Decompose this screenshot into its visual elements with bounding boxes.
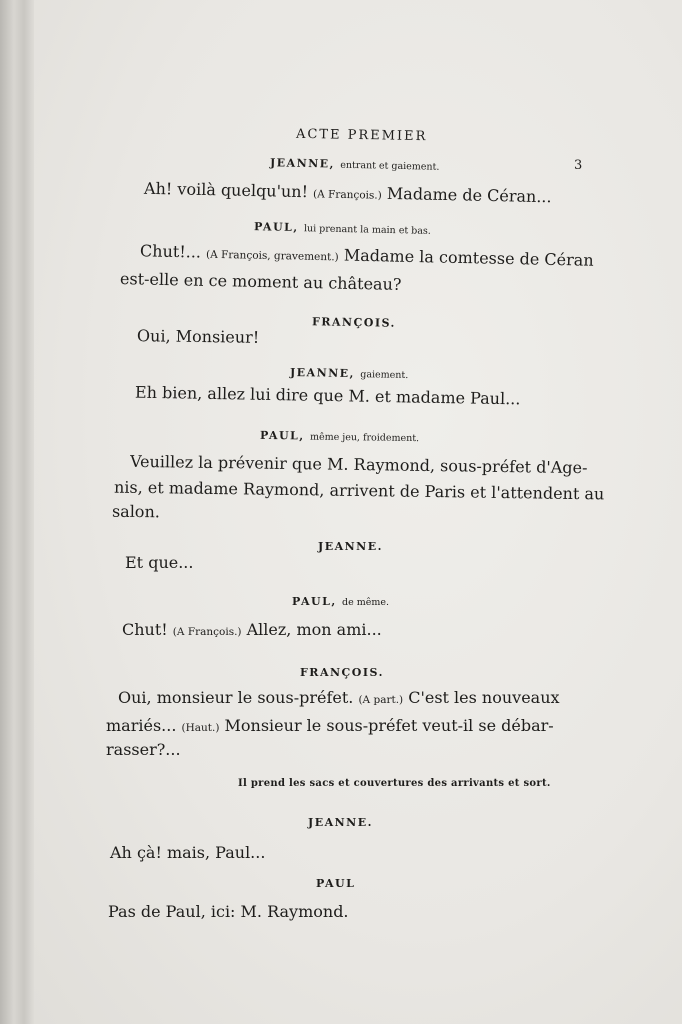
speaker-name: JEANNE, — [269, 156, 336, 171]
speaker-name: PAUL, — [292, 595, 337, 608]
dialogue-line — [110, 843, 265, 862]
line-text: Oui, Monsieur! — [136, 326, 260, 347]
dialogue-line — [108, 902, 349, 921]
speaker-heading — [300, 666, 384, 679]
line-aside: (A François.) — [172, 626, 242, 638]
dialogue-line — [140, 241, 594, 269]
line-text: mariés... — [106, 716, 182, 735]
speaker-heading — [270, 156, 440, 173]
speaker-heading — [316, 877, 355, 890]
line-text: Chut! — [122, 620, 173, 639]
line-text: salon. — [111, 501, 160, 522]
speaker-heading — [308, 816, 373, 829]
line-text: Et que... — [125, 553, 194, 572]
speaker-direction: même jeu, froidement. — [309, 431, 420, 445]
running-head: ACTE PREMIER — [295, 126, 428, 145]
line-text: Monsieur le sous-préfet veut-il se débar- — [219, 716, 554, 735]
line-text: Ah! voilà quelqu'un! — [143, 178, 314, 202]
dialogue-line — [130, 452, 588, 477]
line-text: Oui, monsieur le sous-préfet. — [118, 688, 359, 707]
speaker-direction: lui prenant la main et bas. — [303, 223, 431, 237]
book-page — [34, 0, 682, 1024]
dialogue-line — [120, 269, 402, 294]
speaker-name: PAUL — [316, 877, 356, 890]
dialogue-line — [122, 620, 382, 639]
dialogue-line — [118, 688, 560, 707]
line-text: Ah çà! mais, Paul... — [110, 843, 266, 862]
line-text: nis, et madame Raymond, arrivent de Paris et l'attendent au — [113, 477, 605, 504]
line-text: Chut!... — [139, 241, 207, 262]
dialogue-line — [125, 553, 193, 572]
line-text: Veuillez la prévenir que M. Raymond, sous-préfet d'Age- — [129, 451, 588, 478]
line-text: rasser?... — [106, 740, 181, 759]
page-number: 3 — [574, 158, 583, 173]
speaker-heading — [318, 540, 383, 553]
speaker-heading — [290, 366, 409, 381]
dialogue-line — [114, 478, 605, 504]
speaker-direction: entrant et gaiement. — [340, 159, 440, 173]
speaker-heading — [312, 315, 396, 329]
dialogue-line — [106, 740, 181, 759]
speaker-name: JEANNE. — [318, 540, 383, 553]
line-text: Eh bien, allez lui dire que M. et madame Paul... — [134, 382, 521, 409]
line-aside: (A part.) — [358, 694, 404, 706]
dialogue-line — [144, 179, 552, 207]
speaker-name: JEANNE, — [289, 365, 356, 381]
speaker-heading — [292, 595, 389, 608]
dialogue-line — [137, 326, 259, 347]
line-aside: (A François.) — [312, 188, 382, 202]
line-text: Madame de Céran... — [381, 183, 552, 207]
speaker-name: FRANÇOIS. — [311, 315, 397, 330]
line-text: Allez, mon ami... — [241, 620, 382, 639]
speaker-direction: gaiement. — [360, 369, 409, 382]
speaker-heading — [254, 220, 431, 237]
dialogue-line — [106, 716, 554, 735]
speaker-name: PAUL, — [253, 220, 299, 235]
dialogue-line — [135, 383, 521, 409]
line-text: Pas de Paul, ici: M. Raymond. — [108, 902, 349, 921]
line-text: C'est les nouveaux — [403, 688, 560, 707]
speaker-name: PAUL, — [259, 428, 305, 443]
speaker-direction: de même. — [342, 597, 390, 608]
speaker-heading — [260, 429, 419, 444]
line-text: Madame la comtesse de Céran — [338, 245, 594, 270]
stage-direction: Il prend les sacs et couvertures des arrivants et sort. — [238, 778, 551, 789]
line-aside: (A François, gravement.) — [205, 248, 339, 264]
dialogue-line — [112, 502, 160, 522]
book-gutter — [0, 0, 34, 1024]
speaker-name: FRANÇOIS. — [300, 666, 384, 679]
line-aside: (Haut.) — [181, 722, 220, 734]
line-text: est-elle en ce moment au château? — [119, 269, 402, 294]
speaker-name: JEANNE. — [308, 816, 373, 829]
